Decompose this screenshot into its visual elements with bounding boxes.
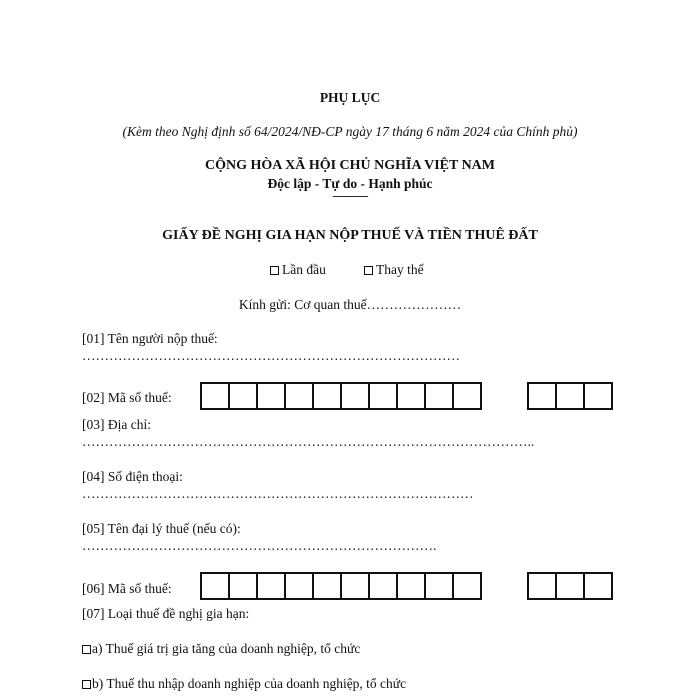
field-01-label: [01] Tên người nộp thuế:	[82, 331, 218, 346]
tax-code-cell[interactable]	[452, 382, 482, 410]
tax-code-cell[interactable]	[312, 572, 342, 600]
country-name: CỘNG HÒA XÃ HỘI CHỦ NGHĨA VIỆT NAM	[204, 158, 495, 173]
checkbox-icon	[364, 266, 373, 275]
tax-code-cell[interactable]	[256, 572, 286, 600]
field-03-label: [03] Địa chỉ:	[82, 417, 151, 432]
tax-code-cell[interactable]	[396, 382, 426, 410]
branch-code-cell[interactable]	[527, 382, 557, 410]
motto: Độc lập - Tự do - Hạnh phúc	[267, 176, 433, 191]
branch-code-cell[interactable]	[527, 572, 557, 600]
branch-code-cell[interactable]	[583, 382, 613, 410]
field-02-tax-code-boxes[interactable]	[200, 382, 482, 410]
tax-option-vat[interactable]	[82, 641, 360, 657]
tax-option-cit-label: b) Thuế thu nhập doanh nghiệp của doanh nghiệp, tổ chức	[92, 676, 407, 691]
tax-code-cell[interactable]	[452, 572, 482, 600]
tax-code-cell[interactable]	[340, 572, 370, 600]
field-04-label: [04] Số điện thoại:	[82, 469, 183, 484]
tax-code-cell[interactable]	[256, 382, 286, 410]
option-first-checkbox[interactable]	[270, 262, 326, 278]
tax-code-cell[interactable]	[396, 572, 426, 600]
tax-code-cell[interactable]	[228, 572, 258, 600]
tax-code-cell[interactable]	[424, 572, 454, 600]
tax-code-cell[interactable]	[200, 382, 230, 410]
checkbox-icon	[270, 266, 279, 275]
tax-option-cit[interactable]	[82, 676, 406, 692]
tax-code-cell[interactable]	[200, 572, 230, 600]
branch-code-cell[interactable]	[555, 382, 585, 410]
field-02-label: [02] Mã số thuế:	[82, 390, 172, 405]
field-07-label: [07] Loại thuế đề nghị gia hạn:	[82, 606, 250, 621]
field-05-label: [05] Tên đại lý thuế (nếu có):	[82, 521, 241, 536]
field-04-input[interactable]: ……………………………………………………………………………	[82, 486, 474, 501]
tax-code-cell[interactable]	[368, 572, 398, 600]
field-02-branch-boxes[interactable]	[527, 382, 613, 410]
branch-code-cell[interactable]	[555, 572, 585, 600]
field-05-input[interactable]: …………………………………………………………………….	[82, 538, 437, 553]
option-first-label: Lần đầu	[282, 262, 326, 277]
tax-code-cell[interactable]	[368, 382, 398, 410]
field-06-label: [06] Mã số thuế:	[82, 581, 172, 596]
field-01-input[interactable]: …………………………………………………………………………	[82, 348, 460, 363]
decree-note: (Kèm theo Nghị định số 64/2024/NĐ-CP ngày 17 tháng 6 năm 2024 của Chính phủ)	[122, 124, 578, 139]
tax-code-cell[interactable]	[284, 382, 314, 410]
form-title: GIẤY ĐỀ NGHỊ GIA HẠN NỘP THUẾ VÀ TIỀN THUÊ ĐẤT	[162, 228, 538, 243]
tax-code-cell[interactable]	[284, 572, 314, 600]
field-06-branch-boxes[interactable]	[527, 572, 613, 600]
motto-rule: ---------------	[332, 191, 368, 202]
branch-code-cell[interactable]	[583, 572, 613, 600]
tax-code-cell[interactable]	[228, 382, 258, 410]
option-replace-checkbox[interactable]	[364, 262, 424, 278]
appendix-title: PHỤ LỤC	[319, 90, 381, 105]
checkbox-icon	[82, 680, 91, 689]
option-replace-label: Thay thế	[376, 262, 424, 277]
checkbox-icon	[82, 645, 91, 654]
tax-code-cell[interactable]	[340, 382, 370, 410]
field-06-tax-code-boxes[interactable]	[200, 572, 482, 600]
field-03-input[interactable]: ………………………………………………………………………………………..	[82, 434, 535, 449]
tax-code-cell[interactable]	[312, 382, 342, 410]
addressee: Kính gửi: Cơ quan thuế…………………	[238, 297, 462, 312]
tax-option-vat-label: a) Thuế giá trị gia tăng của doanh nghiệp, tổ chức	[92, 641, 361, 656]
tax-code-cell[interactable]	[424, 382, 454, 410]
